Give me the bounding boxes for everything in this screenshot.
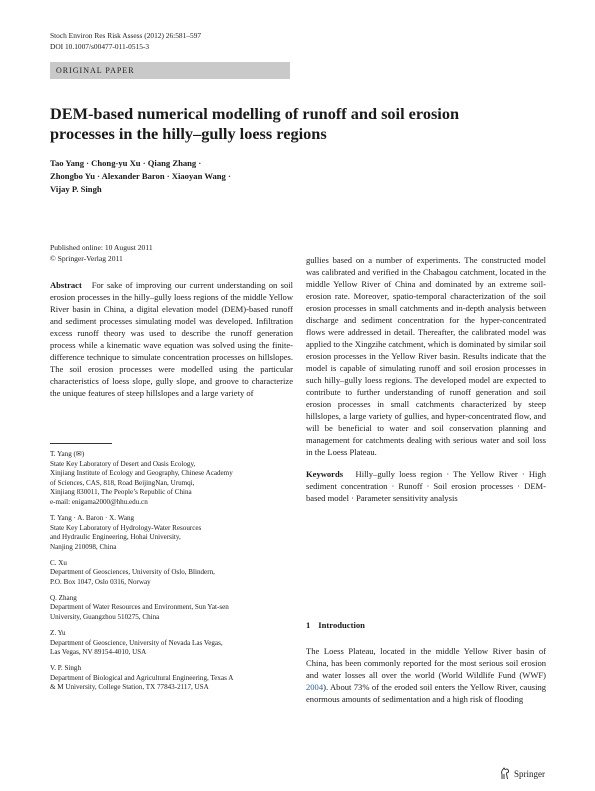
abstract-text-part1: For sake of improving our current understanding on soil erosion processes in the hilly–gully loess regions of the middle Yellow River basin in China, a digital elevation model (DEM)-based runoff and sediment processes simulating model was developed. Infiltration excess runoff theory was used to describe the runoff generation process while a kinematic wave equation was solved using the finite-difference technique to simulate concentration processes on hillslopes. The soil erosion processes were modelled using the particular characteristics of loess slope, gully slope, and groove to characterize the unique features of steep hillslopes and a large variety of: [50, 280, 293, 398]
section-title: Introduction: [318, 620, 365, 630]
affiliation-block: [50, 664, 300, 693]
author-line: Vijay P. Singh: [50, 183, 102, 194]
published-date: Published online: 10 August 2011: [50, 243, 153, 252]
affiliation-line: Xinjiang 830011, The People’s Republic of China: [50, 488, 192, 497]
publisher-name: Springer: [514, 768, 545, 779]
keywords-text: Hilly–gully loess region · The Yellow River · High sediment concentration · Runoff · Soil erosion processes · DEM-based model · Parameter sensitivity analysis: [306, 469, 546, 503]
author-list: [50, 157, 350, 195]
paper-title: DEM-based numerical modelling of runoff and soil erosion processes in the hilly–gully loess regions: [50, 104, 460, 143]
affiliation-block: [50, 514, 300, 552]
affiliation-line: State Key Laboratory of Desert and Oasis Ecology,: [50, 459, 196, 468]
author-line: Zhongbo Yu · Alexander Baron · Xiaoyan Wang ·: [50, 170, 231, 181]
affiliation-line: Department of Geoscience, University of Nevada Las Vegas,: [50, 638, 223, 647]
affiliation-line: C. Xu: [50, 558, 67, 567]
affiliation-line: Department of Biological and Agricultural Engineering, Texas A: [50, 673, 234, 682]
affiliation-line: and Hydraulic Engineering, Hohai University,: [50, 533, 181, 542]
affiliation-line: Z. Yu: [50, 629, 66, 638]
right-column: [306, 254, 546, 504]
affiliation-line: Department of Water Resources and Environment, Sun Yat-sen: [50, 603, 229, 612]
affiliation-line: University, Guangzhou 510275, China: [50, 613, 160, 622]
abstract-left-column: [50, 279, 293, 399]
author-line: Tao Yang · Chong-yu Xu · Qiang Zhang ·: [50, 158, 202, 168]
journal-header: [50, 31, 201, 52]
intro-text-before: The Loess Plateau, located in the middle Yellow River basin of China, has been commonly reported for the most serious soil erosion and water losses all over the world (World Wildlife Fund (WWF): [306, 646, 546, 680]
keywords-label: Keywords: [306, 469, 344, 479]
affiliation-line: State Key Laboratory of Hydrology-Water Resources: [50, 523, 202, 532]
affiliations: [50, 450, 300, 699]
publisher-logo: [499, 767, 545, 780]
section-number: 1: [306, 620, 311, 630]
affiliation-line: e-mail: enigama2000@hhu.edu.cn: [50, 497, 148, 506]
journal-citation: Stoch Environ Res Risk Assess (2012) 26:581–597: [50, 31, 202, 40]
abstract-text-part2: gullies based on a number of experiments. The constructed model was calibrated and verified in the Chabagou catchment, located in the middle Yellow River of China and dominated by an extreme soil-erosion rate. Moreover, spatio-temporal characterization of the soil erosion processes in small catchments and in-depth analysis between discharge and sediment concentration for the hyper-concentrated flows were addressed in detail. Thereafter, the calibrated model was applied to the Xingzihe catchment, which is dominated by similar soil erosion processes in the Yellow River basin. Results indicate that the model is capable of simulating runoff and soil erosion processes in such hilly–gully loess regions. The developed model are expected to contribute to further understanding of runoff generation and soil erosion processes in small catchments characterized by steep hillslopes, a large variety of gullies, and hyper-concentrated flow, and will be beneficial to water and soil conservation planning and management for catchments dealing with serious water and soil loss in the Loess Plateau.: [306, 255, 546, 457]
affiliation-line: V. P. Singh: [50, 664, 82, 673]
affiliation-block: [50, 594, 300, 623]
affiliation-line: Nanjing 210098, China: [50, 542, 117, 551]
affiliation-block: [50, 629, 300, 658]
affiliation-line: of Sciences, CAS, 818, Road BeijingNan, Urumqi,: [50, 478, 195, 487]
affiliation-line: Q. Zhang: [50, 593, 77, 602]
introduction-text: [306, 645, 546, 705]
copyright: © Springer-Verlag 2011: [50, 253, 123, 263]
affiliation-line: & M University, College Station, TX 77843-2117, USA: [50, 683, 209, 692]
citation-link[interactable]: 2004: [306, 682, 324, 692]
affiliation-line: Department of Geosciences, University of Oslo, Blindern,: [50, 568, 215, 577]
intro-text-after: ). About 73% of the eroded soil enters the Yellow River, causing enormous amounts of sedimentation and a high risk of flooding: [306, 682, 546, 704]
affiliation-line: T. Yang (✉): [50, 450, 85, 458]
keywords-block: [306, 468, 546, 504]
affiliation-block: [50, 450, 300, 508]
publication-info: [50, 243, 153, 264]
abstract-label: Abstract: [50, 280, 82, 290]
springer-horse-icon: [499, 767, 511, 780]
affiliation-line: P.O. Box 1047, Oslo 0316, Norway: [50, 577, 151, 586]
article-type-banner: ORIGINAL PAPER: [50, 62, 290, 79]
affiliation-line: Xinjiang Institute of Ecology and Geography, Chinese Academy: [50, 469, 233, 478]
section-heading: [306, 620, 365, 630]
affiliation-block: [50, 559, 300, 588]
affiliation-line: Las Vegas, NV 89154-4010, USA: [50, 648, 147, 657]
affiliation-line: T. Yang · A. Baron · X. Wang: [50, 513, 135, 522]
footnote-divider: [50, 443, 112, 444]
doi: DOI 10.1007/s00477-011-0515-3: [50, 41, 150, 51]
